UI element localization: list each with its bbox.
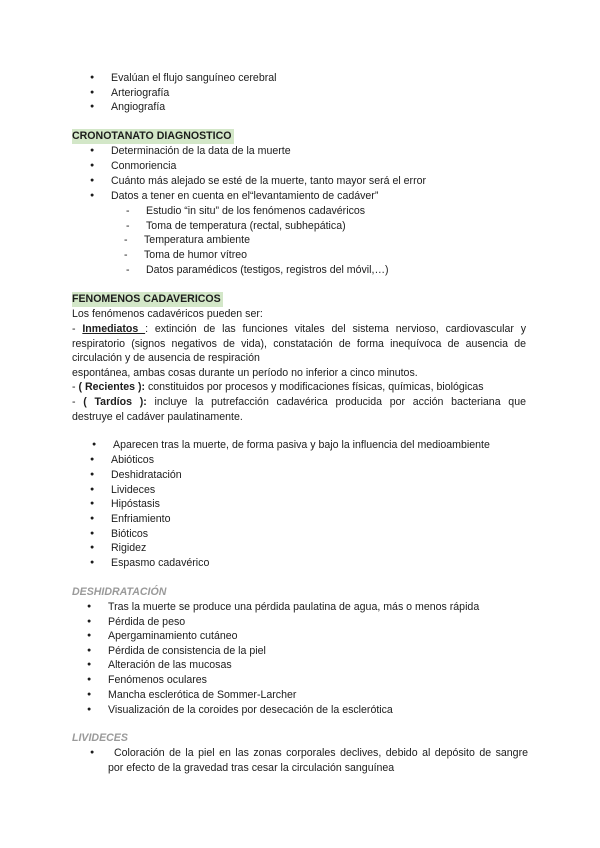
section-heading-deshidratacion: DESHIDRATACIÓN xyxy=(72,586,167,598)
inmediatos-text: : extinción de las funciones vitales del sistema nervioso, cardiovascular y xyxy=(145,323,526,335)
list-item: ● Determinación de la data de la muerte xyxy=(111,144,291,159)
list-item xyxy=(111,746,528,761)
list-item-continuation: por efecto de la gravedad tras cesar la circulación sanguínea xyxy=(108,762,395,774)
recientes-text: constituidos por procesos y modificaciones físicas, químicas, biológicas xyxy=(145,381,484,393)
sub-list-item: - Temperatura ambiente xyxy=(144,233,250,248)
inmediatos-text-line: circulación y de ausencia de respiración xyxy=(72,352,260,364)
list-item: ● Livideces xyxy=(111,483,155,498)
sub-list-item: - Toma de temperatura (rectal, subhepática) xyxy=(146,219,346,234)
tardios-line: - ( Tardíos ): incluye la putrefacción cadavérica producida por acción bacteriana que xyxy=(72,396,526,408)
tardios-text: incluye la putrefacción cadavérica producida por acción bacteriana que xyxy=(146,396,526,408)
inmediatos-text-line: espontánea, ambas cosas durante un período no inferior a cinco minutos. xyxy=(72,367,418,379)
list-item: ● Datos a tener en cuenta en el“levantamiento de cadáver” xyxy=(111,189,378,204)
list-item: ● Pérdida de peso xyxy=(108,615,185,630)
list-item: ● Deshidratación xyxy=(111,468,182,483)
list-item: ● Abióticos xyxy=(111,453,154,468)
list-item: ● Rigidez xyxy=(111,541,146,556)
list-item: ● Fenómenos oculares xyxy=(108,673,207,688)
list-item: ● Alteración de las mucosas xyxy=(108,658,232,673)
list-item: ● Angiografía xyxy=(111,100,165,115)
list-item: ● Pérdida de consistencia de la piel xyxy=(108,644,266,659)
sub-list-item: - Toma de humor vítreo xyxy=(144,248,247,263)
list-item: ● Aparecen tras la muerte, de forma pasiva y bajo la influencia del medioambiente xyxy=(113,438,490,453)
fenomenos-intro: Los fenómenos cadavéricos pueden ser: xyxy=(72,308,263,320)
list-item: ● Apergaminamiento cutáneo xyxy=(108,629,238,644)
inmediatos-paragraph-line: - Inmediatos : extinción de las funciones vitales del sistema nervioso, cardiovascular y xyxy=(72,323,526,335)
sub-list-item: - Estudio “in situ” de los fenómenos cadavéricos xyxy=(146,204,365,219)
section-heading-fenomenos: FENOMENOS CADAVERICOS xyxy=(72,293,221,305)
list-item: ● Bióticos xyxy=(111,527,148,542)
list-item: ● Enfriamiento xyxy=(111,512,170,527)
list-item: ● Cuánto más alejado se esté de la muerte, tanto mayor será el error xyxy=(111,174,426,189)
list-item: ● Tras la muerte se produce una pérdida paulatina de agua, más o menos rápida xyxy=(108,600,479,615)
list-item: ● Conmoriencia xyxy=(111,159,176,174)
list-item: ● Arteriografía xyxy=(111,86,169,101)
livideces-text: Coloración de la piel en las zonas corporales declives, debido al depósito de sangre xyxy=(114,747,528,759)
inmediatos-text-line: respiratorio (signos negativos de vida), constatación de forma inequívoca de ausencia de xyxy=(72,338,526,350)
sub-list-item: - Datos paramédicos (testigos, registros del móvil,…) xyxy=(146,263,389,278)
tardios-text-line: destruye el cadáver paulatinamente. xyxy=(72,411,243,423)
list-item: ● Visualización de la coroides por desecación de la esclerótica xyxy=(108,703,393,718)
list-item: ● Evalúan el flujo sanguíneo cerebral xyxy=(111,71,277,86)
inmediatos-label: Inmediatos xyxy=(82,323,146,335)
recientes-label: ( Recientes ): xyxy=(78,381,146,393)
list-item: ● Hipóstasis xyxy=(111,497,160,512)
recientes-line: - ( Recientes ): constituidos por procesos y modificaciones físicas, químicas, biológicas xyxy=(72,381,484,393)
list-item: ● Mancha esclerótica de Sommer-Larcher xyxy=(108,688,296,703)
tardios-label: ( Tardíos ): xyxy=(83,396,147,408)
list-item: ● Espasmo cadavérico xyxy=(111,556,209,571)
section-heading-cronotanato: CRONOTANATO DIAGNOSTICO xyxy=(72,130,232,142)
section-heading-livideces: LIVIDECES xyxy=(72,732,128,744)
